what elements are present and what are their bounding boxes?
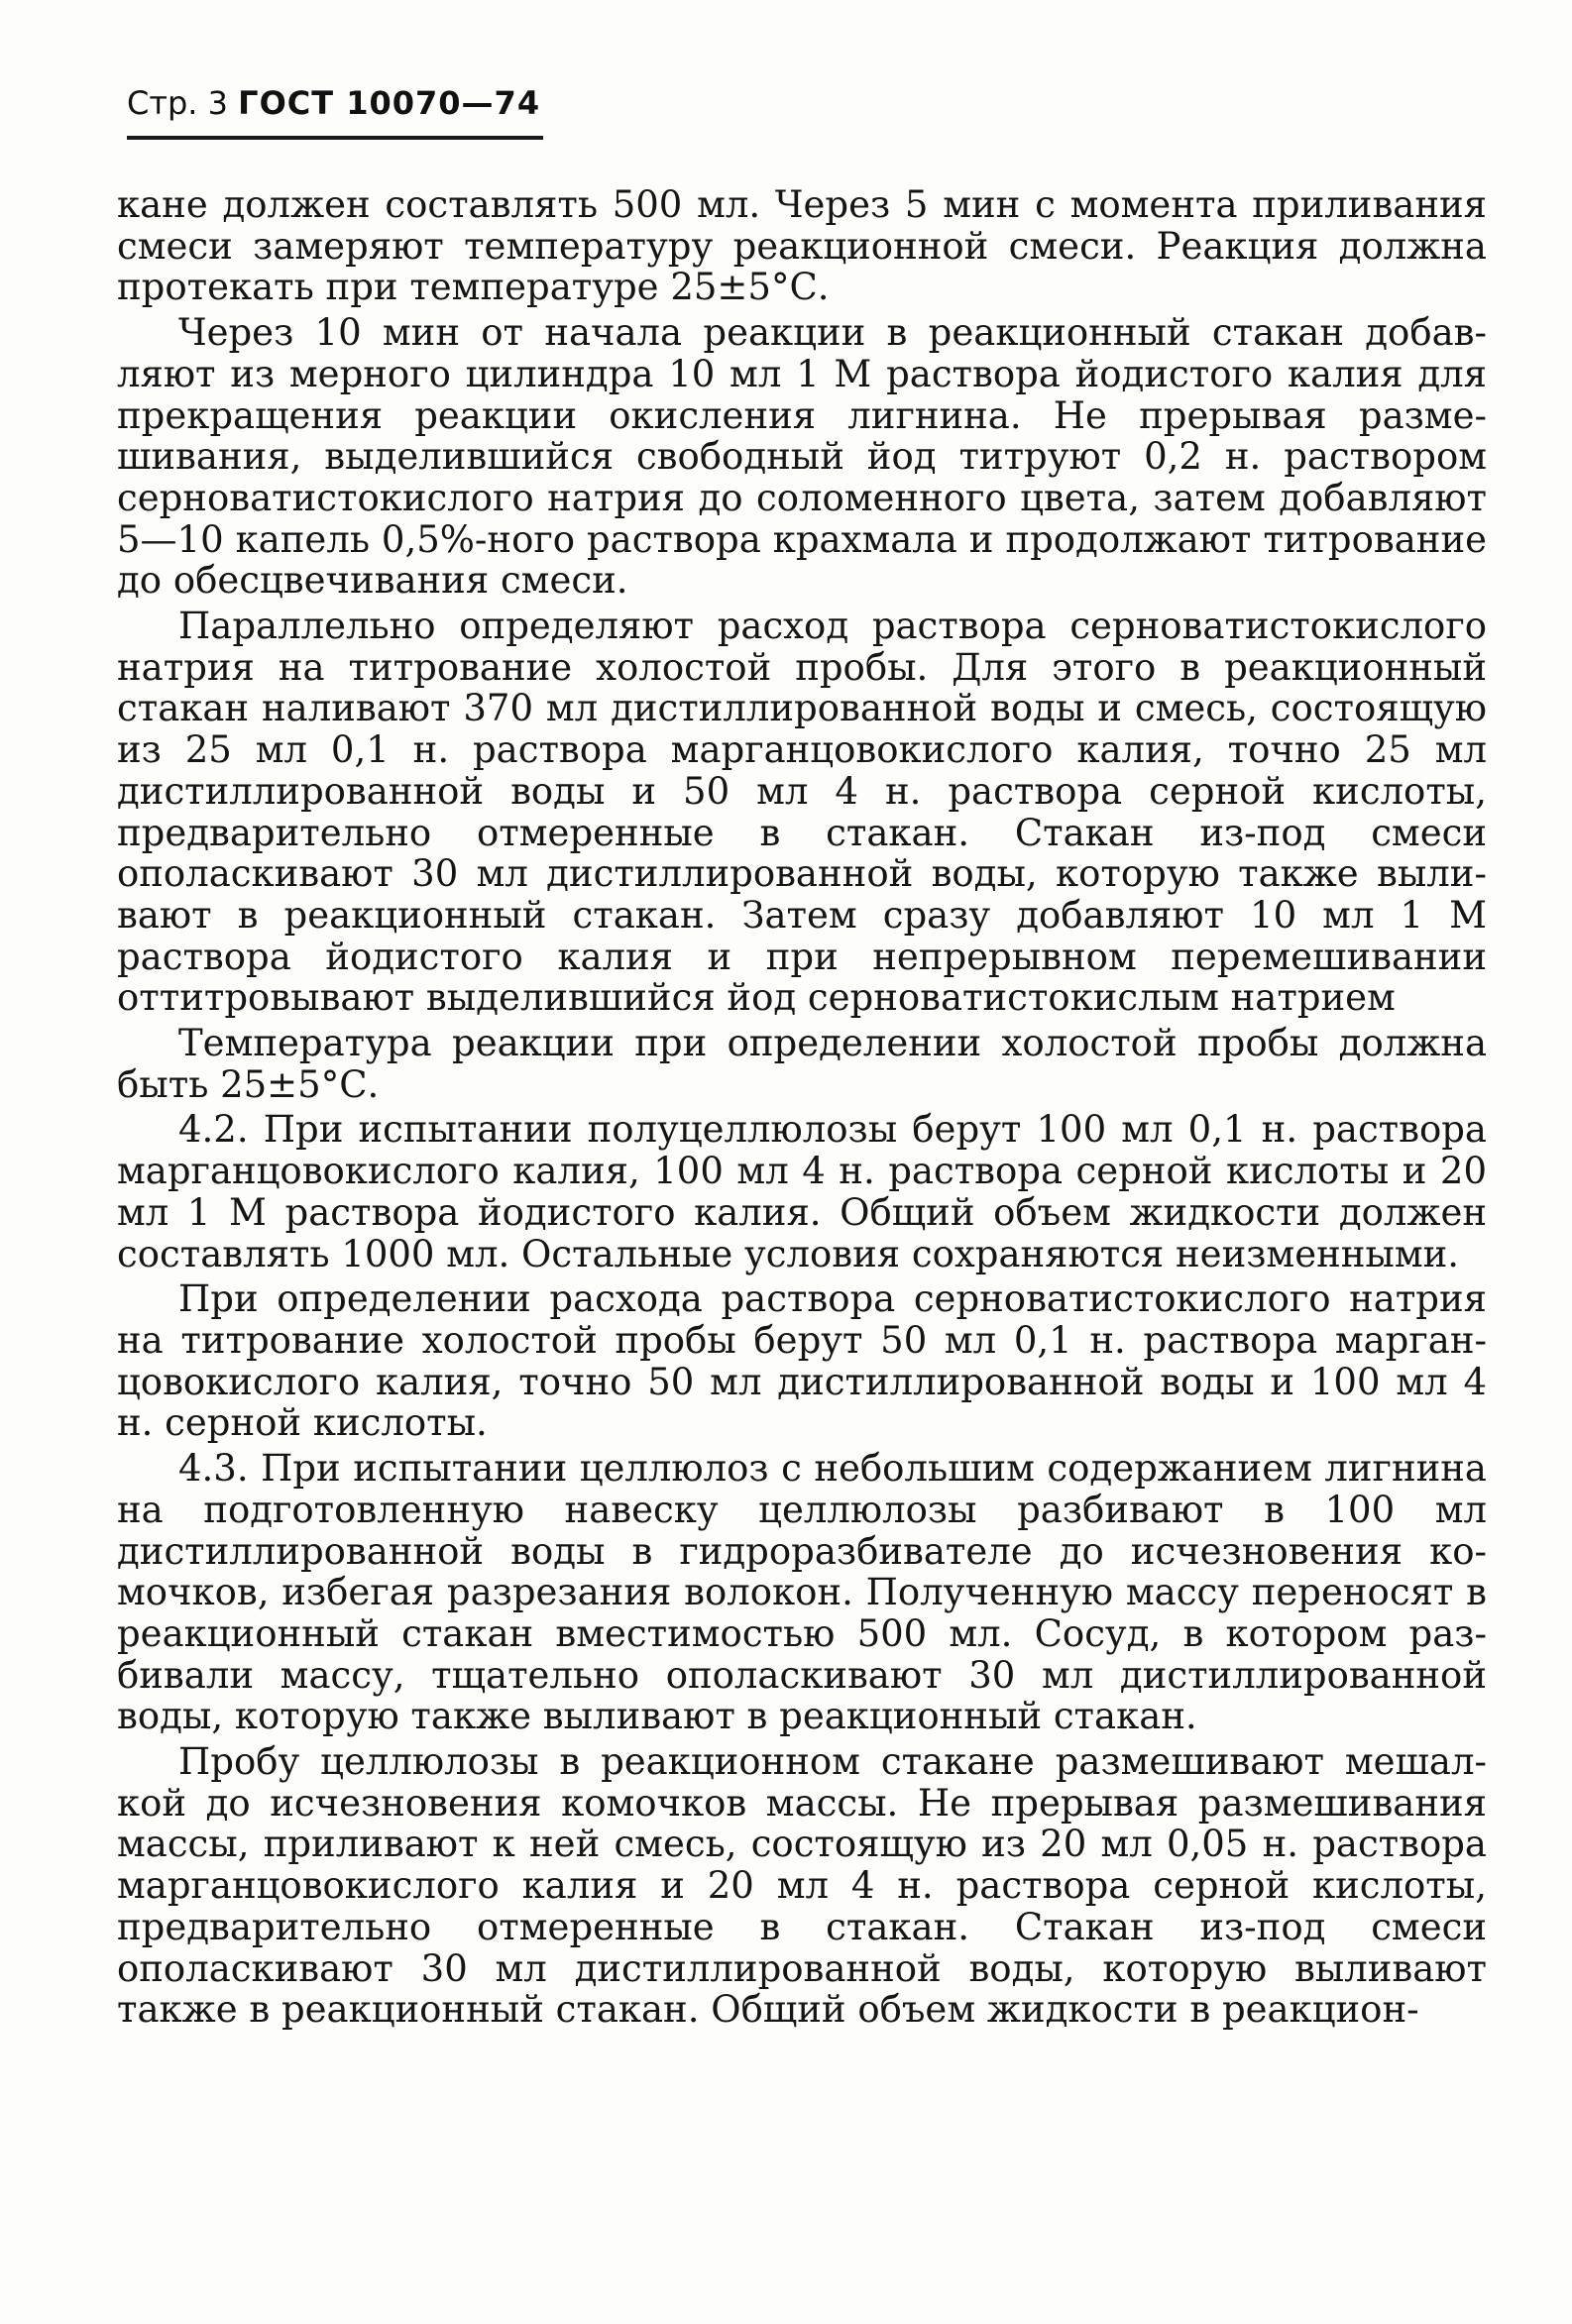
paragraph-section-4-2: 4.2. При испытании полуцеллюлозы берут 100 мл 0,1 н. раствора марганцовокислого калия, 100 мл 4 н. раствора серной кислоты и 20 мл 1 М раствора йодистого калия. Общий объем жидкости должен составлять 1000 мл. Остальные условия сохраняются неизменными. — [117, 1108, 1487, 1275]
document-body — [117, 184, 1487, 2035]
page-header — [127, 83, 543, 123]
paragraph-blank-test: Параллельно определяют расход раствора серноватистокислого натрия на титрование холостой пробы. Для этого в реакционный стакан наливают 370 мл дистиллированной воды и смесь, состоящую из 25 мл 0,1 н. раствора марганцовокислого калия, точно 25 мл дистиллированной воды и 50 мл 4 н. раствора серной кислоты, предварительно отмеренные в стакан. Стакан из-под смеси ополаскивают 30 мл дистиллированной воды, которую также выливают в реакционный стакан. Затем сразу добавляют 10 мл 1 М раствора йодистого калия и при непрерывном перемешивании оттитровывают выделившийся йод серноватистокислым натрием — [117, 605, 1487, 1020]
paragraph-section-4-3: 4.3. При испытании целлюлоз с небольшим содержанием лигнина на подготовленную навеску целлюлозы разбивают в 100 мл дистиллированной воды в гидроразбивателе до исчезновения комочков, избегая разрезания волокон. Полученную массу переносят в реакционный стакан вместимостью 500 мл. Сосуд, в котором разбивали массу, тщательно ополаскивают 30 мл дистиллированной воды, которую также выливают в реакционный стакан. — [117, 1447, 1487, 1738]
standard-number: ГОСТ 10070—74 — [238, 84, 541, 122]
page-number: Стр. 3 — [127, 84, 228, 122]
paragraph-stirring: Пробу целлюлозы в реакционном стакане размешивают мешалкой до исчезновения комочков массы. Не прерывая размешивания массы, приливают к ней смесь, состоящую из 20 мл 0,05 н. раствора марганцовокислого калия и 20 мл 4 н. раствора серной кислоты, предварительно отмеренные в стакан. Стакан из-под смеси ополаскивают 30 мл дистиллированной воды, которую выливают также в реакционный стакан. Общий объем жидкости в реакцион- — [117, 1740, 1487, 2032]
header-divider — [127, 136, 543, 140]
paragraph-semicellulose-blank: При определении расхода раствора серноватистокислого натрия на титрование холостой пробы берут 50 мл 0,1 н. раствора марганцовокислого калия, точно 50 мл дистиллированной воды и 100 мл 4 н. серной кислоты. — [117, 1277, 1487, 1445]
paragraph-continuation: кане должен составлять 500 мл. Через 5 мин с момента приливания смеси замеряют температуру реакционной смеси. Реакция должна протекать при температуре 25±5°С. — [117, 183, 1487, 309]
paragraph-iodide-addition: Через 10 мин от начала реакции в реакционный стакан добавляют из мерного цилиндра 10 мл 1 М раствора йодистого калия для прекращения реакции окисления лигнина. Не прерывая размешивания, выделившийся свободный йод титруют 0,2 н. раствором серноватистокислого натрия до соломенного цвета, затем добавляют 5—10 капель 0,5%-ного раствора крахмала и продолжают титрование до обесцвечивания смеси. — [117, 311, 1487, 603]
paragraph-blank-temperature: Температура реакции при определении холостой пробы должна быть 25±5°С. — [117, 1022, 1487, 1106]
